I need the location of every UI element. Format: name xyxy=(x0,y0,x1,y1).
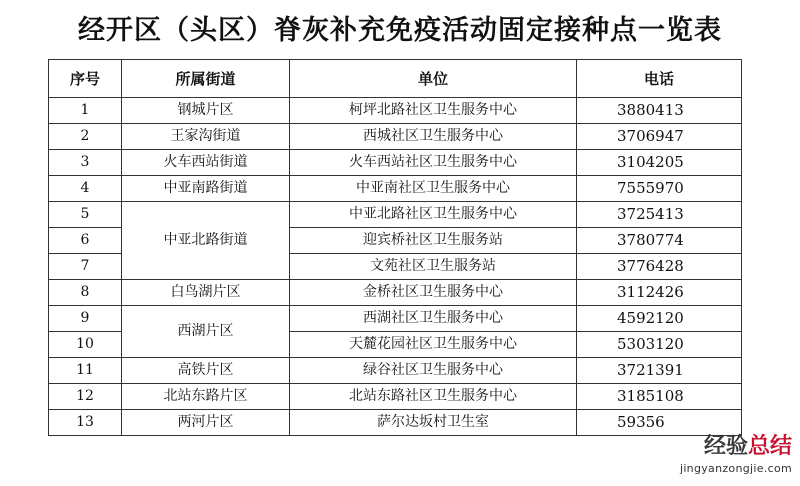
cell-phone: 3721391 xyxy=(577,358,742,384)
cell-serial-number: 13 xyxy=(49,410,122,436)
cell-phone: 3776428 xyxy=(577,254,742,280)
cell-phone: 7555970 xyxy=(577,176,742,202)
cell-unit: 迎宾桥社区卫生服务站 xyxy=(290,228,577,254)
cell-serial-number: 2 xyxy=(49,124,122,150)
watermark xyxy=(592,434,792,484)
table-row xyxy=(49,358,742,384)
cell-phone: 3185108 xyxy=(577,384,742,410)
cell-phone: 3112426 xyxy=(577,280,742,306)
vaccination-sites-table xyxy=(48,59,742,436)
table-row xyxy=(49,306,742,332)
cell-serial-number: 10 xyxy=(49,332,122,358)
table-row xyxy=(49,384,742,410)
watermark-url: jingyanzongjie.com xyxy=(679,462,792,475)
cell-phone: 3780774 xyxy=(577,228,742,254)
cell-phone: 3706947 xyxy=(577,124,742,150)
cell-street: 西湖片区 xyxy=(122,306,290,358)
cell-unit: 天麓花园社区卫生服务中心 xyxy=(290,332,577,358)
cell-unit: 绿谷社区卫生服务中心 xyxy=(290,358,577,384)
cell-serial-number: 6 xyxy=(49,228,122,254)
cell-phone: 4592120 xyxy=(577,306,742,332)
cell-serial-number: 11 xyxy=(49,358,122,384)
page-title: 经开区（头区）脊灰补充免疫活动固定接种点一览表 xyxy=(78,15,722,46)
cell-phone: 3104205 xyxy=(577,150,742,176)
cell-phone: 3880413 xyxy=(577,98,742,124)
cell-unit: 柯坪北路社区卫生服务中心 xyxy=(290,98,577,124)
cell-unit: 西城社区卫生服务中心 xyxy=(290,124,577,150)
cell-serial-number: 4 xyxy=(49,176,122,202)
cell-serial-number: 7 xyxy=(49,254,122,280)
cell-street: 高铁片区 xyxy=(122,358,290,384)
cell-phone: 5303120 xyxy=(577,332,742,358)
watermark-logo-part2: 总结 xyxy=(747,434,792,459)
cell-street: 中亚南路街道 xyxy=(122,176,290,202)
cell-phone: 59356 xyxy=(577,410,742,436)
table-row xyxy=(49,202,742,228)
cell-street: 两河片区 xyxy=(122,410,290,436)
cell-serial-number: 12 xyxy=(49,384,122,410)
table-row xyxy=(49,176,742,202)
cell-serial-number: 9 xyxy=(49,306,122,332)
cell-serial-number: 5 xyxy=(49,202,122,228)
header-serial-number: 序号 xyxy=(49,60,122,98)
cell-street: 白鸟湖片区 xyxy=(122,280,290,306)
table-row xyxy=(49,410,742,436)
table-row xyxy=(49,124,742,150)
cell-unit: 西湖社区卫生服务中心 xyxy=(290,306,577,332)
cell-unit: 火车西站社区卫生服务中心 xyxy=(290,150,577,176)
cell-street: 钢城片区 xyxy=(122,98,290,124)
cell-street: 王家沟街道 xyxy=(122,124,290,150)
cell-street: 火车西站街道 xyxy=(122,150,290,176)
cell-street: 中亚北路街道 xyxy=(122,202,290,280)
cell-unit: 文苑社区卫生服务站 xyxy=(290,254,577,280)
header-unit: 单位 xyxy=(290,60,577,98)
table-row xyxy=(49,98,742,124)
cell-serial-number: 8 xyxy=(49,280,122,306)
cell-unit: 中亚北路社区卫生服务中心 xyxy=(290,202,577,228)
cell-serial-number: 1 xyxy=(49,98,122,124)
cell-unit: 萨尔达坂村卫生室 xyxy=(290,410,577,436)
cell-serial-number: 3 xyxy=(49,150,122,176)
table-row xyxy=(49,280,742,306)
table-row xyxy=(49,150,742,176)
cell-unit: 中亚南社区卫生服务中心 xyxy=(290,176,577,202)
header-phone: 电话 xyxy=(577,60,742,98)
cell-street: 北站东路片区 xyxy=(122,384,290,410)
table-header-row xyxy=(49,60,742,98)
cell-phone: 3725413 xyxy=(577,202,742,228)
cell-unit: 北站东路社区卫生服务中心 xyxy=(290,384,577,410)
watermark-logo-part1: 经验 xyxy=(703,434,748,459)
cell-unit: 金桥社区卫生服务中心 xyxy=(290,280,577,306)
watermark-logo xyxy=(704,434,792,460)
header-street: 所属街道 xyxy=(122,60,290,98)
